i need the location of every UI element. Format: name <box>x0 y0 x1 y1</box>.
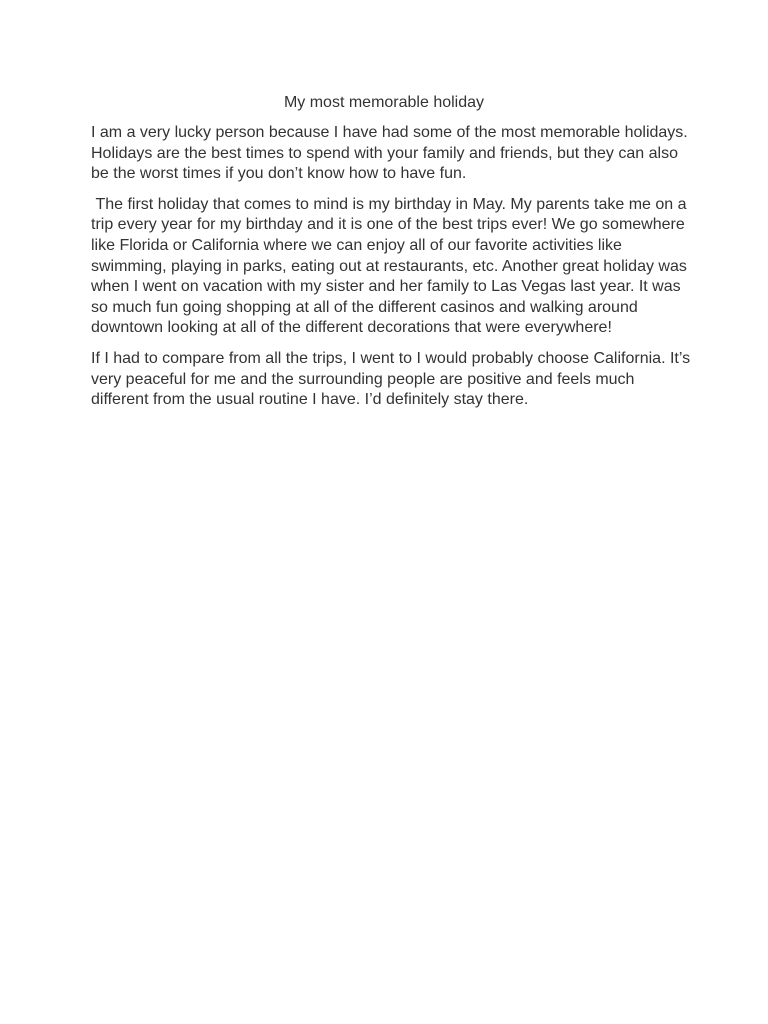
paragraph-intro: I am a very lucky person because I have had some of the most memorable holidays. Holidays are the best times to spend with your family and friends, but they can also be the worst times if you don’t know how to have fun. <box>91 124 693 183</box>
paragraph-conclusion: If I had to compare from all the trips, I went to I would probably choose California. It’s very peaceful for me and the surrounding people are positive and feels much different from the usual routine I have. I’d definitely stay there. <box>91 349 695 409</box>
document-title: My most memorable holiday <box>283 94 485 111</box>
paragraph-first-holiday: The first holiday that comes to mind is my birthday in May. My parents take me on a trip every year for my birthday and it is one of the best trips ever! We go somewhere like Florida or California where we can enjoy all of our favorite activities like swimming, playing in parks, eating out at restaurants, etc. Another great holiday was when I went on vacation with my sister and her family to Las Vegas last year. It was so much fun going shopping at all of the different casinos and walking around downtown looking at all of the different decorations that were everywhere! <box>91 195 692 337</box>
document-body <box>91 123 695 421</box>
